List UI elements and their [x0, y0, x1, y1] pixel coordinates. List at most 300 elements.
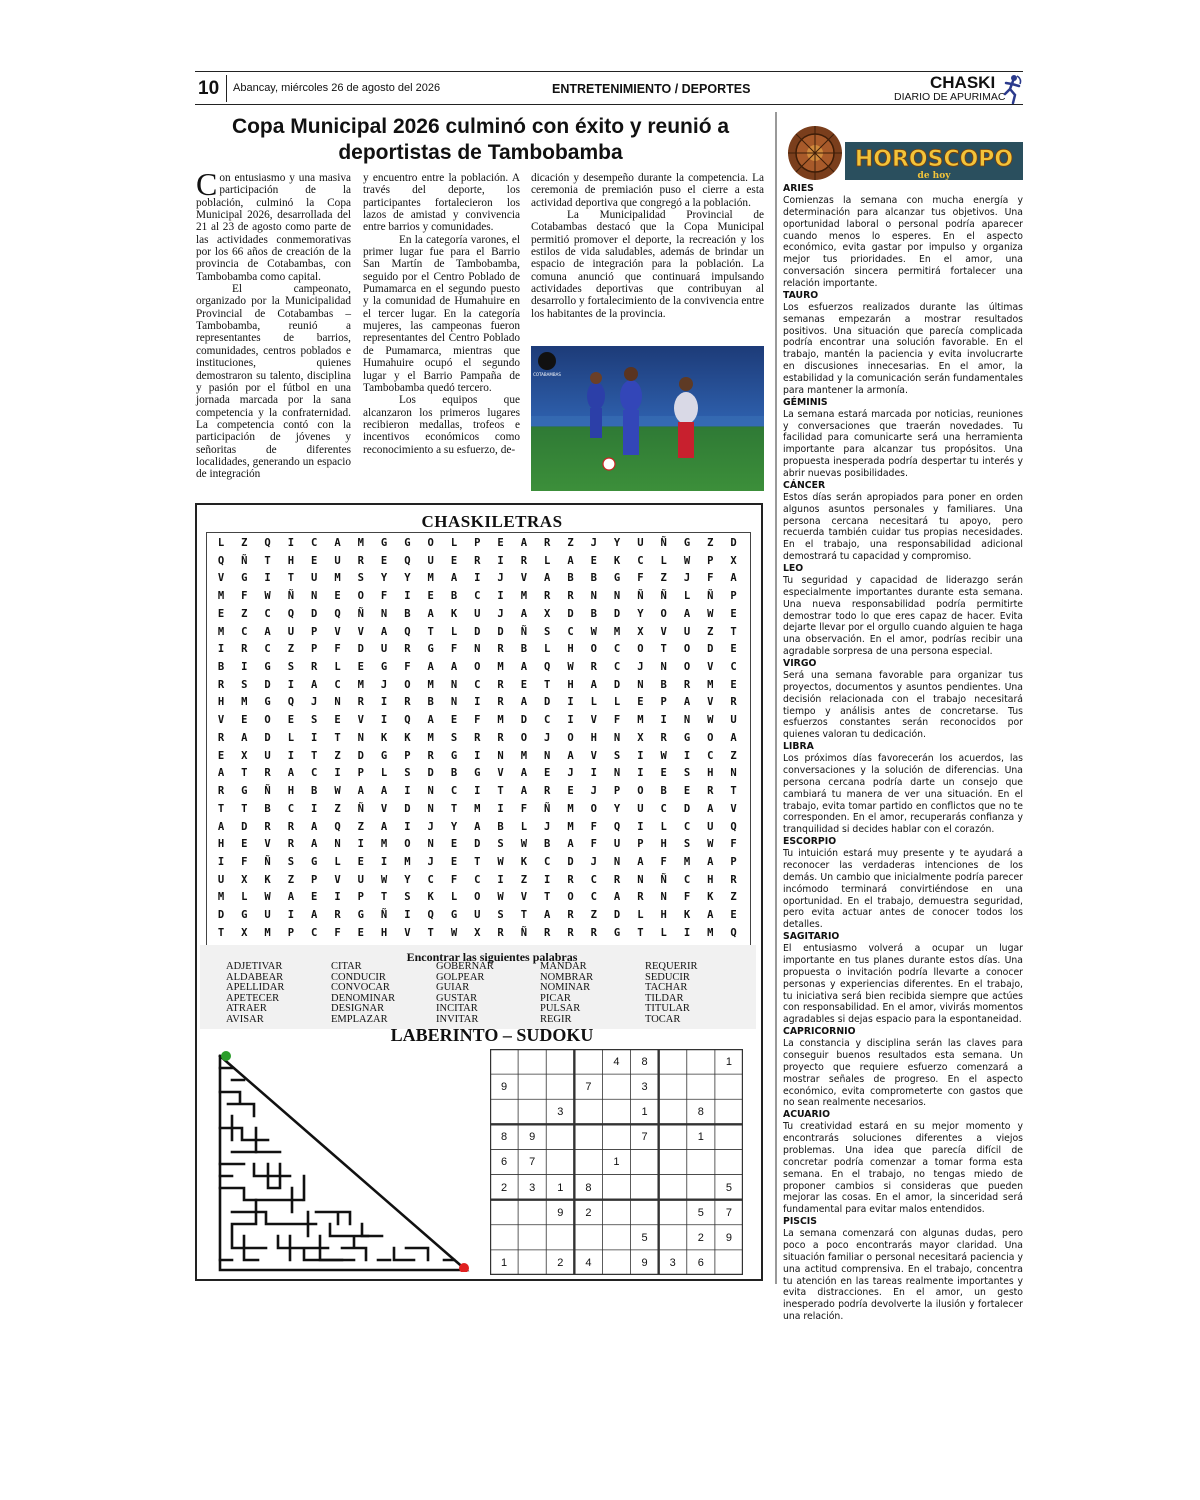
- wordsearch-letter: M: [380, 838, 388, 851]
- article-column-1: [196, 166, 351, 481]
- wordsearch-letter: I: [311, 802, 318, 815]
- wordsearch-letter: E: [334, 714, 341, 727]
- wordsearch-letter: X: [241, 749, 248, 762]
- wordsearch-letter: E: [590, 554, 597, 567]
- sudoku-cell: 8: [500, 1131, 508, 1144]
- wordsearch-letter: A: [567, 554, 574, 567]
- sign-text: La constancia y disciplina serán las claves para conseguir buenos resultados esta semana. Un proyecto que requiere esfuerzo comenzará a mostrar señales de progreso. En el aspecto económico, evita comprometerte con gastos que no sean realmente necesarios.: [783, 1038, 1023, 1109]
- wordsearch-letter: G: [241, 572, 248, 585]
- wordsearch-letter: Ñ: [357, 607, 364, 620]
- wordsearch-letter: H: [217, 838, 225, 851]
- wordsearch-letter: T: [544, 678, 551, 691]
- search-word: MANDAR: [540, 961, 587, 972]
- wordsearch-letter: T: [287, 572, 295, 585]
- wordsearch-letter: D: [474, 625, 481, 638]
- wordsearch-letter: N: [427, 838, 434, 851]
- wordsearch-letter: Q: [613, 820, 621, 833]
- wordsearch-letter: J: [427, 820, 434, 833]
- wordsearch-letter: R: [544, 926, 551, 939]
- wordsearch-letter: I: [334, 891, 341, 904]
- search-word: TACHAR: [645, 982, 688, 994]
- wordsearch-letter: M: [241, 696, 248, 709]
- wordsearch-letter: O: [637, 785, 644, 798]
- wordsearch-letter: Q: [287, 607, 295, 620]
- wordsearch-letter: P: [730, 590, 737, 603]
- wordsearch-letter: Y: [404, 873, 411, 886]
- wordsearch-letter: E: [241, 838, 248, 851]
- wordsearch-letter: M: [567, 802, 574, 815]
- wordsearch-letter: I: [637, 820, 644, 833]
- wordsearch-letter: C: [544, 714, 551, 727]
- wordsearch-letter: N: [334, 838, 341, 851]
- wordsearch-letter: R: [497, 678, 504, 691]
- wordsearch-letter: O: [637, 643, 644, 656]
- wordsearch-letter: O: [357, 590, 364, 603]
- horoscope-sign: [783, 931, 1023, 1026]
- wordsearch-letter: M: [334, 572, 341, 585]
- wordsearch-letter: N: [427, 785, 434, 798]
- wordsearch-letter: A: [707, 855, 714, 868]
- article-column-3: [531, 172, 764, 320]
- wordsearch-letter: D: [404, 802, 411, 815]
- wordsearch-letter: U: [474, 607, 481, 620]
- wordsearch-letter: S: [241, 678, 248, 691]
- wordsearch-letter: A: [264, 625, 271, 638]
- wordsearch-letter: J: [683, 572, 691, 585]
- wordsearch-letter: P: [311, 643, 318, 656]
- wordsearch-letter: G: [380, 537, 388, 549]
- wordsearch-letter: S: [404, 891, 411, 904]
- wordsearch-letter: A: [311, 678, 318, 691]
- article-headline: [198, 114, 763, 166]
- wordsearch-letter: R: [683, 678, 691, 691]
- wordsearch-letter: Z: [241, 607, 248, 620]
- wordsearch-letter: N: [380, 607, 388, 620]
- sudoku-cell: 1: [613, 1156, 620, 1169]
- wordsearch-letter: F: [637, 572, 644, 585]
- horoscope-sign: [783, 397, 1023, 480]
- wordsearch-letter: D: [357, 749, 364, 762]
- sign-name: ACUARIO: [783, 1109, 830, 1121]
- wordsearch-letter: A: [217, 767, 225, 780]
- wordsearch-letter: A: [427, 714, 434, 727]
- search-word: GUIAR: [436, 982, 470, 994]
- wordsearch-letter: D: [497, 625, 504, 638]
- sudoku-cell: 3: [641, 1081, 648, 1094]
- wordsearch-letter: R: [404, 643, 411, 656]
- wordsearch-title: CHASKILETRAS: [421, 512, 563, 531]
- wordsearch-letter: Z: [660, 572, 667, 585]
- wordsearch-letter: J: [427, 855, 434, 868]
- wordsearch-letter: T: [427, 926, 434, 939]
- wordsearch-letter: Q: [730, 926, 737, 939]
- wordsearch-letter: E: [637, 696, 644, 709]
- wordsearch-letter: Z: [730, 891, 737, 904]
- wordsearch-letter: H: [660, 909, 667, 922]
- wordsearch-letter: U: [264, 909, 271, 922]
- wordsearch-letter: B: [660, 785, 667, 798]
- wordsearch-letter: I: [474, 749, 481, 762]
- wordsearch-letter: D: [730, 537, 737, 549]
- wordsearch-letter: P: [311, 625, 318, 638]
- wordsearch-letter: N: [613, 590, 621, 603]
- wordsearch-letter: Z: [357, 820, 364, 833]
- wordsearch-letter: F: [334, 926, 341, 939]
- wordsearch-letter: F: [660, 855, 667, 868]
- wordsearch-letter: C: [590, 891, 597, 904]
- wordsearch-letter: S: [613, 749, 621, 762]
- wordsearch-letter: M: [520, 749, 528, 762]
- wordsearch-letter: N: [544, 749, 551, 762]
- search-word: APETECER: [226, 992, 280, 1004]
- wordsearch-letter: M: [707, 926, 714, 939]
- wordsearch-letter: Ñ: [637, 590, 644, 603]
- sign-name: CÁNCER: [783, 479, 826, 491]
- sudoku-cell: 7: [529, 1156, 536, 1169]
- wordsearch-letter: J: [567, 767, 574, 780]
- wordsearch-letter: E: [380, 554, 388, 567]
- wordsearch-letter: A: [520, 785, 528, 798]
- wordsearch-letter: K: [683, 909, 691, 922]
- wordsearch-letter: K: [613, 554, 621, 567]
- wordsearch-letter: D: [264, 731, 271, 744]
- search-word: TOCAR: [645, 1014, 681, 1025]
- sign-name: CAPRICORNIO: [783, 1026, 856, 1038]
- wordsearch-letter: W: [520, 838, 528, 851]
- wordsearch-letter: W: [567, 661, 574, 674]
- wordsearch-letter: I: [380, 855, 388, 868]
- sudoku-cell: 1: [641, 1106, 648, 1119]
- sign-name: ARIES: [783, 183, 814, 194]
- wordsearch-letter: X: [474, 926, 481, 939]
- wordsearch-letter: P: [357, 767, 364, 780]
- search-word: AVISAR: [226, 1014, 264, 1025]
- wordsearch-letter: J: [311, 696, 318, 709]
- wordsearch-letter: Z: [730, 749, 737, 762]
- article-paragraph: El campeonato, organizado por la Municipalidad Provincial de Cotabambas – Tambobamba, reunió a representantes de barrios, comunidades, centros poblados e instituciones, quienes demostraron su talento, disciplina y pasión por el fútbol en una jornada marcada por la sana competencia y la confraternidad. La competencia contó con la participación de jóvenes y señoritas de diferentes localidades, generando un espacio de integración: [196, 283, 351, 481]
- wordsearch-letter: O: [474, 891, 481, 904]
- horoscope-subtitle: de hoy: [917, 171, 951, 181]
- sign-text: Tu intuición estará muy presente y te ayudará a reconocer las verdaderas intenciones de los demás. Un cambio que inicialmente podría parecer incómodo terminará convirtiéndose en una oportunidad. En el trabajo, demuestra seguridad, pero evita actuar antes de conocer todos los detalles.: [783, 848, 1023, 931]
- sudoku-cell: 5: [697, 1206, 704, 1219]
- wordsearch-letter: Q: [544, 661, 551, 674]
- wordsearch-letter: R: [217, 785, 225, 798]
- wordsearch-letter: O: [567, 731, 574, 744]
- wordsearch-letter: S: [544, 625, 551, 638]
- wordsearch-letter: I: [404, 785, 411, 798]
- wordsearch-letter: M: [217, 590, 225, 603]
- wordsearch-letter: D: [613, 607, 621, 620]
- article-paragraph: Los equipos que alcanzaron los primeros lugares recibieron medallas, trofeos e incentivos económicos como reconocimiento a su esfuerzo, de-: [363, 394, 520, 456]
- wordsearch-letter: G: [613, 572, 621, 585]
- wordsearch-letter: A: [311, 838, 318, 851]
- article-paragraph: y encuentro entre la población. A través del deporte, los participantes fortalecieron los lazos de amistad y convivencia entre barrios y comunidades.: [363, 172, 520, 234]
- wordsearch-letter: E: [660, 767, 667, 780]
- wordsearch-letter: I: [567, 714, 574, 727]
- wordsearch-letter: C: [311, 926, 318, 939]
- wordsearch-letter: A: [707, 909, 714, 922]
- wordsearch-letter: A: [474, 820, 481, 833]
- wordsearch-letter: G: [241, 909, 248, 922]
- wordsearch-letter: A: [520, 537, 528, 549]
- sign-name: LIBRA: [783, 741, 814, 753]
- sudoku-cell: 8: [697, 1106, 704, 1119]
- wordsearch-letter: A: [380, 785, 388, 798]
- wordsearch-letter: M: [404, 855, 411, 868]
- wordsearch-letter: K: [404, 731, 411, 744]
- wordsearch-letter: M: [217, 891, 225, 904]
- wordsearch-letter: E: [520, 678, 528, 691]
- wordsearch-letter: E: [357, 855, 364, 868]
- wordsearch-letter: Q: [404, 714, 411, 727]
- wordsearch-letter: O: [520, 731, 528, 744]
- wordsearch-letter: G: [357, 909, 364, 922]
- newspaper-name: CHASKI: [930, 73, 996, 92]
- wordsearch-letter: V: [217, 572, 225, 585]
- sudoku-cell: 5: [641, 1231, 648, 1244]
- wordsearch-letter: D: [613, 678, 621, 691]
- wordsearch-letter: E: [427, 590, 434, 603]
- wordsearch-letter: A: [287, 891, 295, 904]
- wordsearch-letter: V: [497, 767, 504, 780]
- wordsearch-letter: B: [264, 802, 271, 815]
- sudoku-cell: 2: [585, 1206, 592, 1219]
- wordsearch-letter: B: [590, 572, 597, 585]
- wordsearch-letter: J: [637, 661, 644, 674]
- wordsearch-letter: N: [497, 749, 504, 762]
- sudoku-cell: 7: [641, 1131, 648, 1144]
- labyrinth-sudoku-title: LABERINTO – SUDOKU: [390, 1025, 594, 1045]
- wordsearch-letter: L: [520, 820, 528, 833]
- wordsearch-letter: U: [613, 838, 621, 851]
- wordsearch-letter: K: [264, 873, 271, 886]
- wordsearch-letter: N: [660, 661, 667, 674]
- wordsearch-letter: Ñ: [264, 855, 271, 868]
- sign-name: LEO: [783, 563, 804, 574]
- wordsearch-letter: R: [730, 696, 737, 709]
- wordsearch-letter: N: [637, 873, 644, 886]
- wordsearch-letter: N: [660, 891, 667, 904]
- sign-name: SAGITARIO: [783, 931, 840, 943]
- wordsearch-letter: O: [590, 802, 597, 815]
- article-headline-line-1: Copa Municipal 2026 culminó con éxito y reunió a: [231, 115, 730, 138]
- wordsearch-letter: F: [520, 802, 528, 815]
- wordsearch-letter: B: [217, 661, 225, 674]
- search-word: ADJETIVAR: [226, 961, 283, 972]
- wordsearch-letter: C: [427, 873, 434, 886]
- search-word: PULSAR: [540, 1003, 581, 1015]
- wordsearch-letter: Y: [613, 802, 621, 815]
- wordsearch-letter: F: [404, 661, 411, 674]
- wordsearch-letter: J: [544, 820, 551, 833]
- wordsearch-letter: A: [683, 696, 691, 709]
- wordsearch-letter: C: [334, 678, 341, 691]
- wordsearch-letter: M: [497, 714, 504, 727]
- search-word: CITAR: [331, 961, 362, 972]
- wordsearch-letter: U: [311, 572, 318, 585]
- wordsearch-letter: I: [404, 909, 411, 922]
- search-word: TILDAR: [645, 992, 684, 1004]
- wordsearch-letter: Ñ: [287, 590, 295, 603]
- wordsearch-letter: Ñ: [241, 554, 248, 567]
- wordsearch-letter: Ñ: [707, 590, 714, 603]
- wordsearch-letter: D: [217, 909, 225, 922]
- wordsearch-letter: D: [567, 607, 574, 620]
- wordsearch-letter: A: [450, 661, 458, 674]
- wordsearch-letter: G: [683, 731, 691, 744]
- wordsearch-letter: R: [497, 731, 504, 744]
- wordsearch-letter: F: [450, 873, 458, 886]
- wordsearch-letter: I: [287, 749, 295, 762]
- wordsearch-letter: A: [520, 696, 528, 709]
- wordsearch-letter: A: [730, 572, 737, 585]
- search-word: REGIR: [540, 1014, 572, 1025]
- header-bottom-rule: [195, 104, 1023, 105]
- wordsearch-letter: F: [334, 643, 341, 656]
- wordsearch-letter: I: [380, 696, 388, 709]
- article-paragraph: La Municipalidad Provincial de Cotabambas destacó que la Copa Municipal permitió promover el deporte, la recreación y los estilos de vida saludables, además de brindar un espacio de integración para la población. La comuna anunció que continuará impulsando actividades deportivas que contribuyan al desarrollo y fortalecimiento de la convivencia entre los habitantes de la provincia.: [531, 209, 764, 320]
- wordsearch-letter: E: [730, 678, 737, 691]
- wordsearch-letter: D: [683, 802, 691, 815]
- chaski-runner-icon: [1002, 74, 1024, 104]
- horoscope-list: [783, 183, 1023, 1323]
- wordsearch-letter: E: [730, 607, 737, 620]
- wordsearch-letter: U: [427, 554, 434, 567]
- wordsearch-letter: M: [427, 678, 434, 691]
- wordsearch-letter: V: [660, 625, 667, 638]
- search-word: GUSTAR: [436, 992, 478, 1004]
- wordsearch-letter: P: [730, 855, 737, 868]
- wordsearch-letter: A: [380, 820, 388, 833]
- wordsearch-letter: A: [544, 572, 551, 585]
- wordsearch-letter: P: [474, 537, 481, 549]
- words-list: [226, 962, 746, 1026]
- wordsearch-letter: F: [683, 891, 691, 904]
- wordsearch-letter: R: [520, 554, 528, 567]
- sign-text: Será una semana favorable para organizar tus proyectos, documentos y asuntos pendientes. Una decisión relacionada con el trabajo necesitará tiempo y análisis antes de concretarse. Tus esfuerzos constantes serán reconocidos por quienes valoran tu dedicación.: [783, 669, 1023, 741]
- sudoku-cell: 8: [641, 1056, 648, 1068]
- wordsearch-letter: O: [427, 537, 434, 549]
- wordsearch-letter: U: [380, 643, 388, 656]
- wordsearch-letter: R: [707, 785, 714, 798]
- wordsearch-letter: F: [380, 590, 388, 603]
- wordsearch-letter: A: [450, 572, 458, 585]
- wordsearch-letter: W: [683, 554, 691, 567]
- wordsearch-letter: H: [707, 767, 714, 780]
- wordsearch-letter: C: [474, 678, 481, 691]
- wordsearch-letter: C: [474, 590, 481, 603]
- search-word: NOMINAR: [540, 982, 591, 994]
- wordsearch-letter: E: [683, 785, 691, 798]
- wordsearch-letter: I: [590, 767, 597, 780]
- wordsearch-letter: A: [217, 820, 225, 833]
- wordsearch-letter: N: [613, 731, 621, 744]
- wordsearch-letter: C: [613, 643, 621, 656]
- wordsearch-letter: I: [683, 926, 691, 939]
- wordsearch-letter: I: [311, 731, 318, 744]
- wordsearch-letter: L: [683, 590, 691, 603]
- wordsearch-letter: O: [404, 678, 411, 691]
- wordsearch-letter: G: [311, 855, 318, 868]
- wordsearch-letter: Z: [287, 643, 295, 656]
- wordsearch-letter: C: [730, 661, 737, 674]
- wordsearch-letter: F: [241, 855, 248, 868]
- sign-text: Comienzas la semana con mucha energía y determinación para alcanzar tus objetivos. Una oportunidad laboral o personal podría aparecer cuando menos lo esperes. En el aspecto económico, evita gastar por impulso y organiza mejor tus prioridades. En el amor, una conversación sincera permitirá fortalecer una relación importante.: [783, 194, 1023, 289]
- sudoku-cell: 7: [585, 1081, 592, 1094]
- wordsearch-letter: C: [590, 873, 597, 886]
- wordsearch-letter: H: [287, 785, 295, 798]
- wordsearch-letter: O: [683, 643, 691, 656]
- wordsearch-letter: N: [683, 714, 691, 727]
- wordsearch-letter: X: [544, 607, 551, 620]
- wordsearch-letter: Y: [637, 607, 644, 620]
- wordsearch-letter: B: [404, 607, 411, 620]
- wordsearch-letter: J: [590, 785, 597, 798]
- horoscope-banner: [783, 124, 1023, 182]
- horoscope-sign: [783, 480, 1023, 563]
- search-word: PICAR: [540, 992, 571, 1004]
- sudoku-cell: 7: [725, 1206, 732, 1219]
- wordsearch-letter: Ñ: [380, 909, 388, 922]
- article-paragraph: En la categoría varones, el primer lugar fue para el Barrio San Martín de Tambobamba, seguido por el Centro Poblado de Pumamarca en el segundo puesto y la comunidad de Humahuire en el tercer lugar. En la categoría mujeres, las campeonas fueron representantes del Centro Poblado de Pumamarca, mientras que Humahuire ocupó el segundo lugar y el Barrio Pampaña de Tambobamba quedó tercero.: [363, 233, 520, 394]
- wordsearch-letter: I: [544, 873, 551, 886]
- wordsearch-letter: I: [660, 714, 667, 727]
- wordsearch-letter: L: [637, 909, 644, 922]
- wordsearch-letter: M: [497, 661, 504, 674]
- wordsearch-letter: R: [567, 926, 574, 939]
- wordsearch-letter: L: [590, 696, 597, 709]
- wordsearch-letter: E: [241, 714, 248, 727]
- wordsearch-letter: V: [730, 802, 737, 815]
- wordsearch-letter: V: [334, 625, 341, 638]
- sudoku-cell: 3: [669, 1256, 676, 1269]
- wordsearch-letter: A: [380, 625, 388, 638]
- wordsearch-letter: R: [544, 590, 551, 603]
- wordsearch-letter: W: [590, 625, 597, 638]
- wordsearch-letter: C: [567, 625, 574, 638]
- wordsearch-letter: Q: [287, 696, 295, 709]
- wordsearch-letter: Ñ: [264, 785, 271, 798]
- wordsearch-letter: L: [544, 643, 551, 656]
- wordsearch-letter: L: [334, 661, 341, 674]
- wordsearch-letter: K: [707, 891, 714, 904]
- wordsearch-letter: N: [730, 767, 737, 780]
- wordsearch-letter: C: [683, 873, 691, 886]
- wordsearch-letter: B: [567, 572, 574, 585]
- search-word: GOBERNAR: [436, 961, 494, 972]
- maze-start-marker: [221, 1051, 231, 1061]
- wordsearch-letter: W: [450, 926, 458, 939]
- wordsearch-letter: S: [404, 767, 411, 780]
- sign-text: Tu creatividad estará en su mejor momento y encontrarás soluciones diferentes a viejos problemas. Una idea que parecía difícil de concretar podría comenzar a tomar forma esta semana. En el trabajo, no tengas miedo de proponer cambios si consideras que pueden mejorar las cosas. En el amor, la sinceridad será fundamental para evitar malos entendidos.: [783, 1121, 1023, 1216]
- horoscope-sign: [783, 1109, 1023, 1216]
- wordsearch-letter: X: [730, 554, 737, 567]
- wordsearch-letter: X: [637, 731, 644, 744]
- wordsearch-letter: H: [380, 926, 388, 939]
- wordsearch-letter: T: [241, 802, 248, 815]
- wordsearch-letter: R: [567, 873, 574, 886]
- wordsearch-letter: Q: [427, 909, 434, 922]
- wordsearch-letter: A: [427, 607, 434, 620]
- wordsearch-letter: E: [357, 926, 364, 939]
- wordsearch-letter: I: [474, 572, 481, 585]
- wordsearch-letter: S: [311, 714, 318, 727]
- wordsearch-letter: Y: [450, 820, 458, 833]
- wordsearch-letter: E: [217, 607, 225, 620]
- sudoku-cell: 1: [725, 1056, 732, 1068]
- wordsearch-letter: H: [287, 554, 295, 567]
- wordsearch-letter: W: [497, 891, 504, 904]
